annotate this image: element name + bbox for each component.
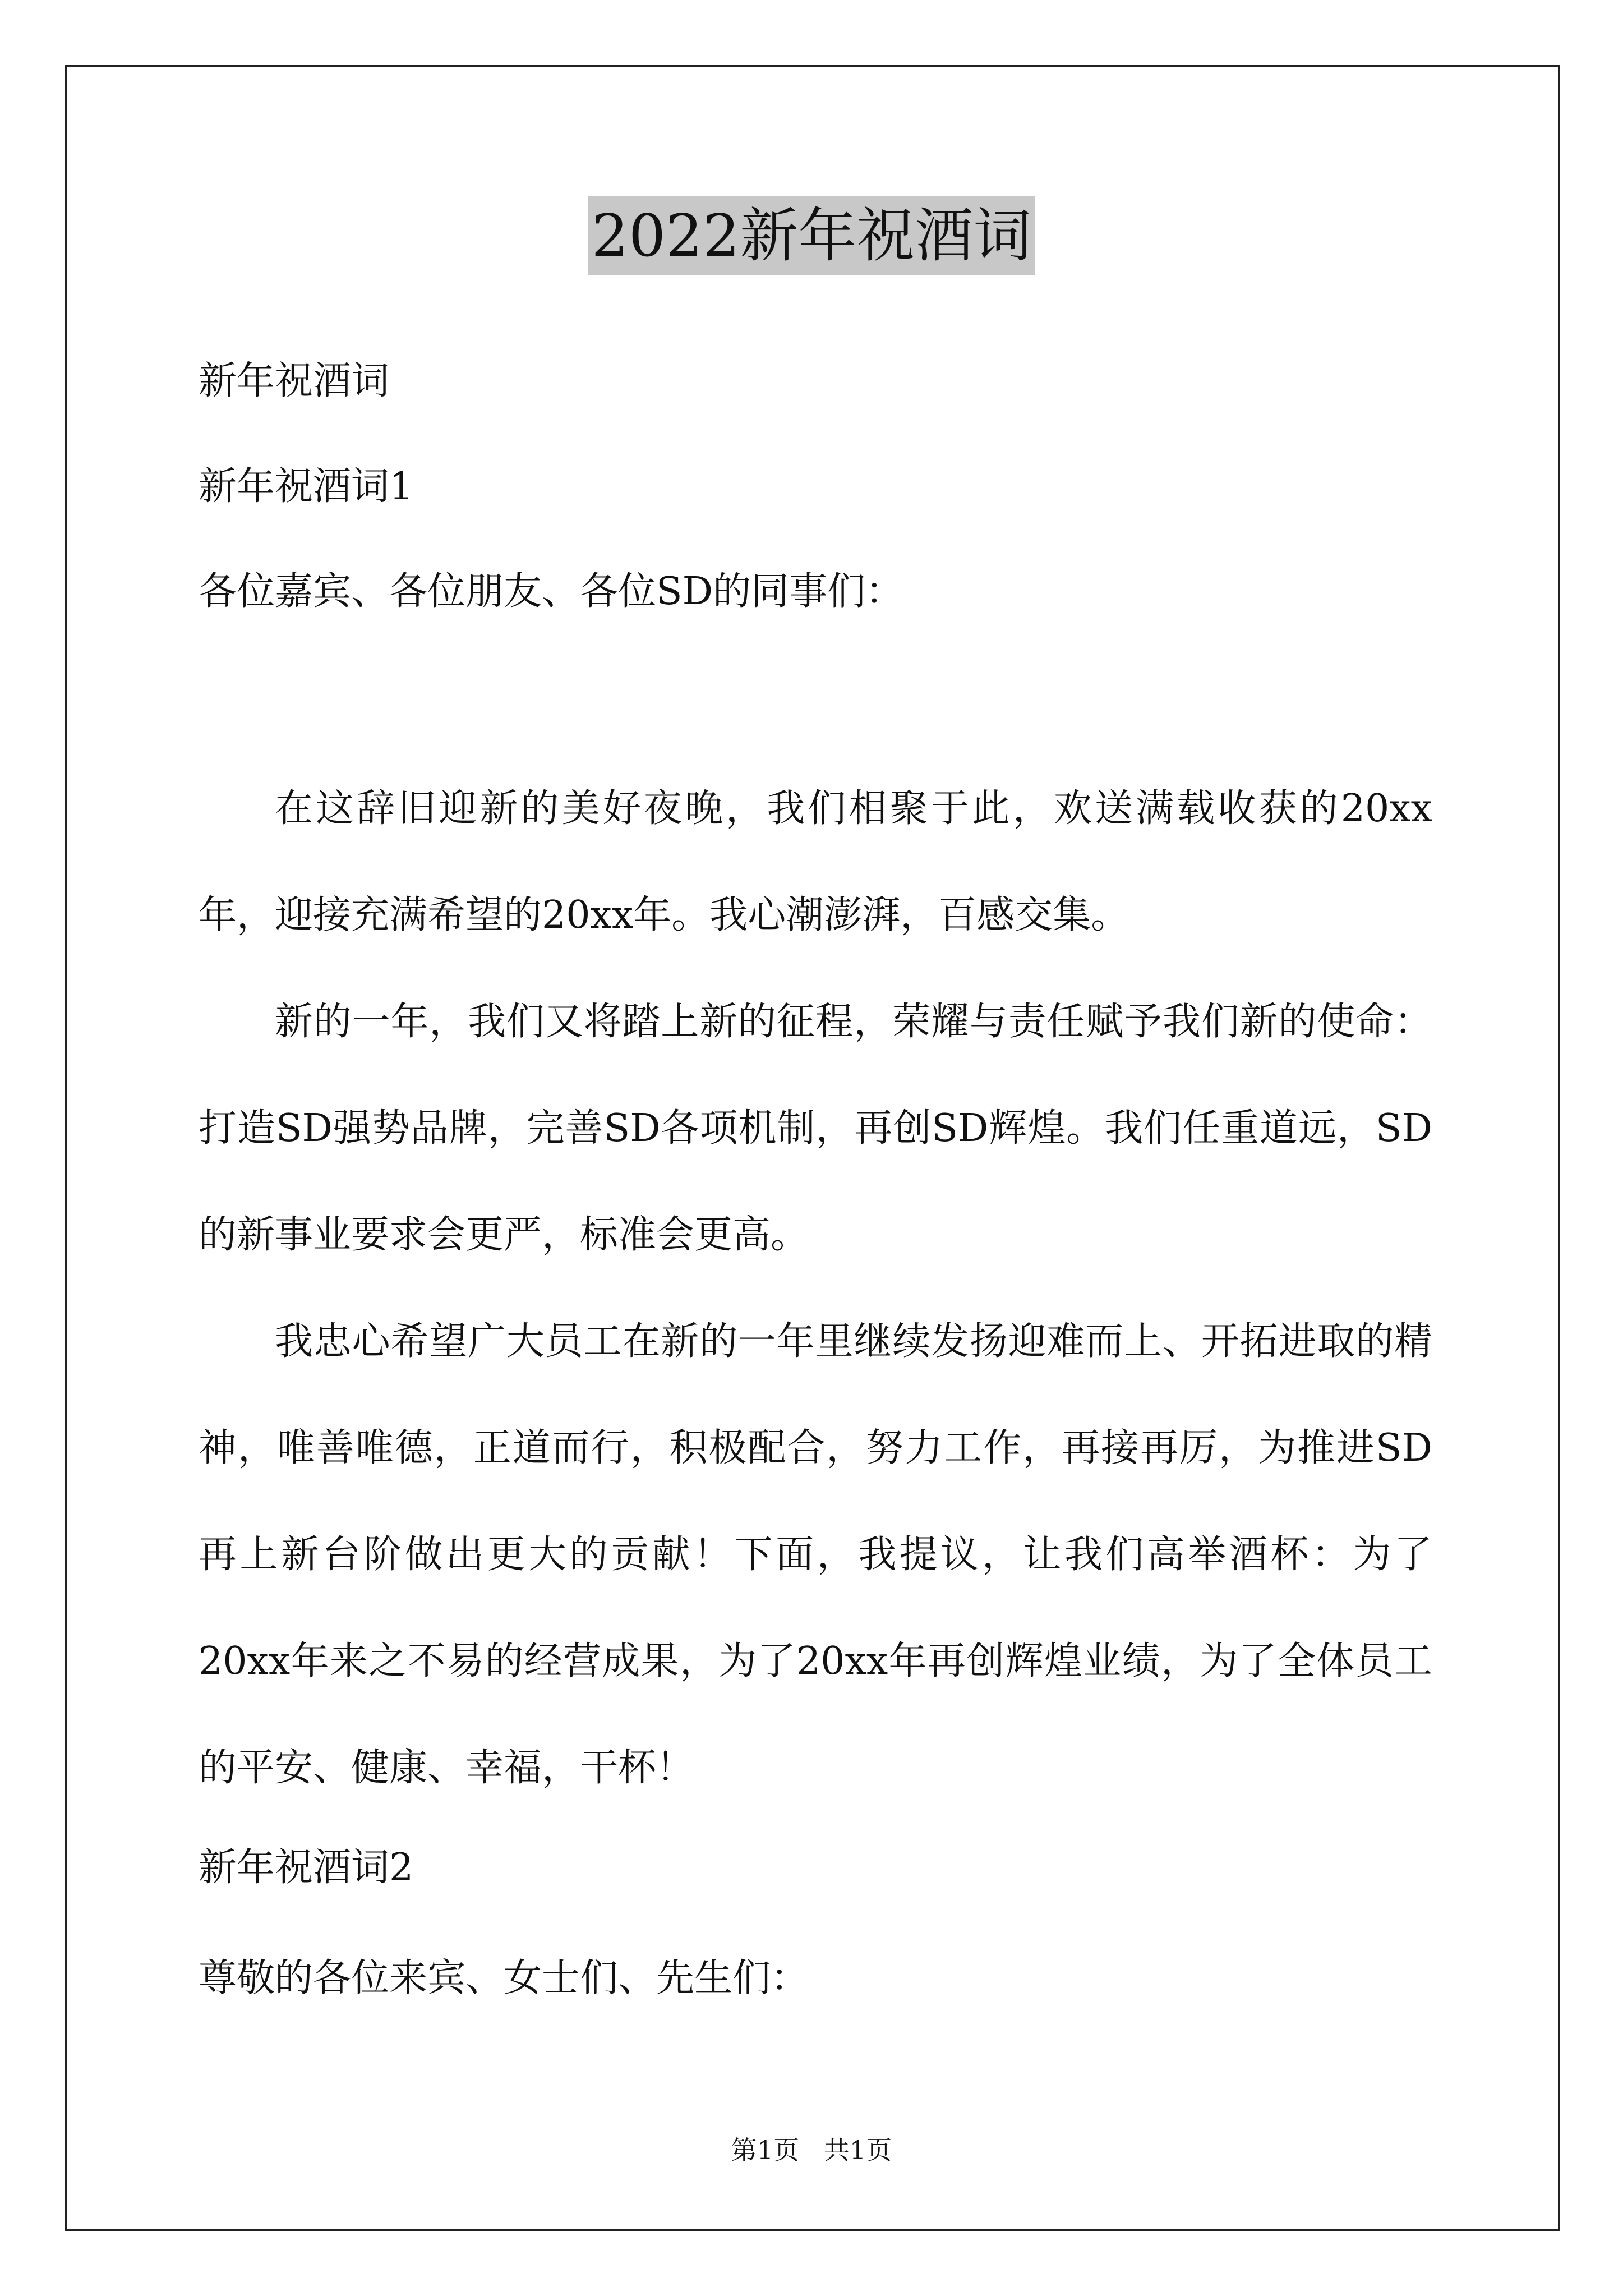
document-title: 2022新年祝酒词 — [588, 196, 1035, 275]
subtitle: 新年祝酒词 — [199, 359, 390, 403]
page-footer: 第1页 共1页 — [731, 2135, 892, 2165]
section-2-salutation: 尊敬的各位来宾、女士们、先生们： — [199, 1956, 809, 2000]
section-1-paragraph-2: 新的一年，我们又将踏上新的征程，荣耀与责任赋予我们新的使命：打造SD强势品牌，完善SD各项机制，再创SD辉煌。我们任重道远，SD的新事业要求会更严，标准会更高。 — [199, 1000, 1432, 1257]
section-1-paragraph-1: 在这辞旧迎新的美好夜晚，我们相聚于此，欢送满载收获的20xx年，迎接充满希望的20xx年。我心潮澎湃，百感交集。 — [199, 786, 1432, 937]
section-1-heading: 新年祝酒词1 — [199, 464, 414, 509]
section-1-salutation: 各位嘉宾、各位朋友、各位SD的同事们： — [199, 569, 904, 614]
section-1-paragraph-3: 我忠心希望广大员工在新的一年里继续发扬迎难而上、开拓进取的精神，唯善唯德，正道而行，积极配合，努力工作，再接再厉，为推进SD再上新台阶做出更大的贡献！下面，我提议，让我们高举酒杯：为了20xx年来之不易的经营成果，为了20xx年再创辉煌业绩，为了全体员工的平安、健康、幸福，干杯！ — [199, 1319, 1432, 1790]
title-container — [0, 196, 1623, 275]
section-2-heading: 新年祝酒词2 — [199, 1846, 414, 1890]
